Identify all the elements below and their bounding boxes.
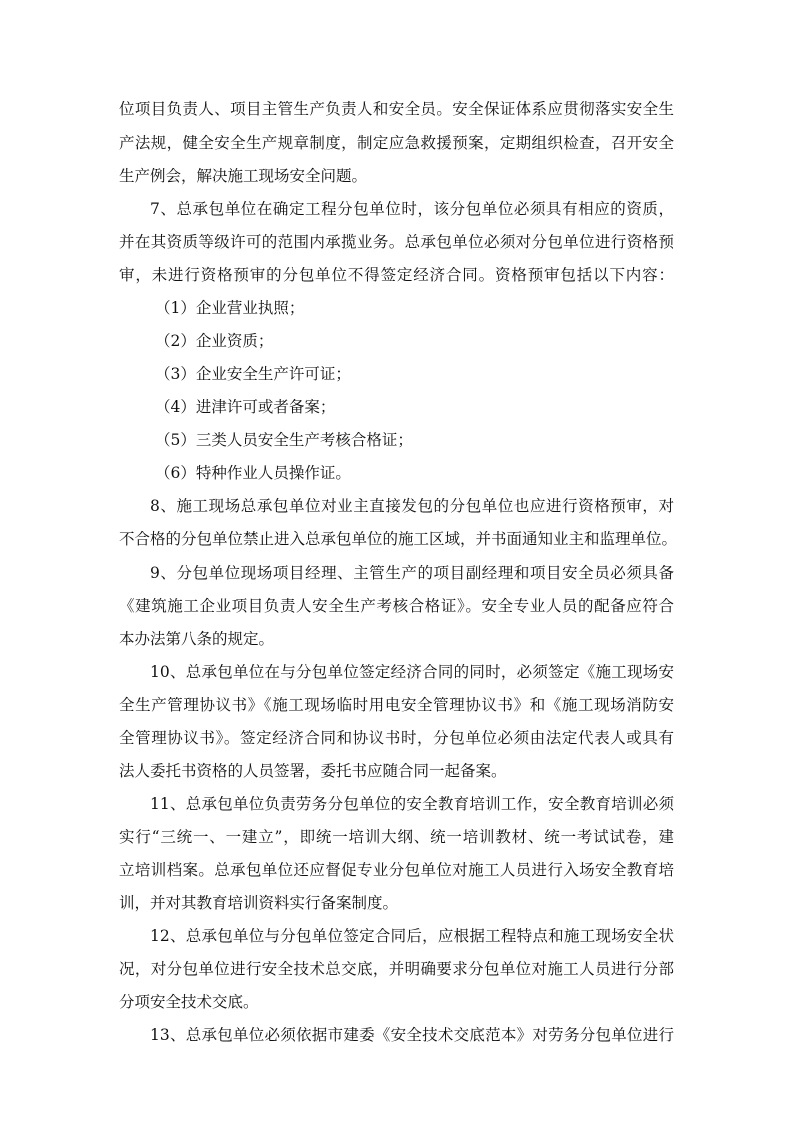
text-line-content: 全管理协议书》。签定经济合同和协议书时，分包单位必须由法定代表人或具有 [119, 729, 674, 747]
text-line [0, 858, 794, 882]
paragraph-first-line: 9、分包单位现场项目经理、主管生产的项目副经理和项目安全员必须具备 [150, 564, 674, 582]
text-line [0, 494, 794, 518]
paragraph-first-line: 7、总承包单位在确定工程分包单位时，该分包单位必须具有相应的资质， [150, 200, 674, 218]
list-item [0, 329, 794, 353]
text-line-content: 实行“三统一、一建立”，即统一培训大纲、统一培训教材、统一考试试卷，建 [119, 828, 674, 846]
text-line-content: 立培训档案。总承包单位还应督促专业分包单位对施工人员进行入场安全教育培 [119, 861, 674, 879]
text-line [0, 1023, 794, 1047]
text-line-content: 审，未进行资格预审的分包单位不得签定经济合同。资格预审包括以下内容： [119, 266, 674, 284]
text-line [0, 197, 794, 221]
list-item [0, 428, 794, 452]
text-line-content: 并在其资质等级许可的范围内承揽业务。总承包单位必须对分包单位进行资格预 [119, 233, 674, 251]
text-line-content: 训，并对其教育培训资料实行备案制度。 [119, 894, 399, 912]
list-item [0, 296, 794, 320]
text-line [0, 627, 794, 651]
paragraph-first-line: 11、总承包单位负责劳务分包单位的安全教育培训工作，安全教育培训必须 [150, 795, 674, 813]
text-line-content: 全生产管理协议书》《施工现场临时用电安全管理协议书》和《施工现场消防安 [119, 696, 674, 714]
text-line-content: 况，对分包单位进行安全技术总交底，并明确要求分包单位对施工人员进行分部 [119, 960, 674, 978]
text-line [0, 759, 794, 783]
paragraph-first-line: 12、总承包单位与分包单位签定合同后，应根据工程特点和施工现场安全状 [150, 927, 674, 945]
list-item-text: （3）企业安全生产许可证； [155, 365, 351, 383]
text-line [0, 263, 794, 287]
text-line [0, 924, 794, 948]
list-item [0, 461, 794, 485]
list-item [0, 362, 794, 386]
text-line [0, 97, 794, 121]
text-line [0, 594, 794, 618]
text-line-content: 产法规，健全安全生产规章制度，制定应急救援预案，定期组织检查，召开安全 [119, 134, 674, 152]
text-line [0, 230, 794, 254]
paragraph-first-line: 13、总承包单位必须依据市建委《安全技术交底范本》对劳务分包单位进行 [150, 1026, 674, 1044]
text-line [0, 131, 794, 155]
list-item-text: （2）企业资质； [155, 332, 274, 350]
text-line [0, 792, 794, 816]
text-line-content: 分项安全技术交底。 [119, 993, 259, 1011]
text-line-content: 法人委托书资格的人员签署，委托书应随合同一起备案。 [119, 762, 507, 780]
text-line [0, 660, 794, 684]
text-line [0, 957, 794, 981]
text-line [0, 825, 794, 849]
paragraph-first-line: 10、总承包单位在与分包单位签定经济合同的同时，必须签定《施工现场安 [150, 663, 674, 681]
text-line-content: 位项目负责人、项目主管生产负责人和安全员。安全保证体系应贯彻落实安全生 [119, 100, 674, 118]
paragraph-first-line: 8、施工现场总承包单位对业主直接发包的分包单位也应进行资格预审，对 [150, 497, 674, 515]
text-line [0, 990, 794, 1014]
text-line-content: 不合格的分包单位禁止进入总承包单位的施工区域，并书面通知业主和监理单位。 [119, 530, 678, 548]
text-line [0, 726, 794, 750]
list-item-text: （4）进津许可或者备案； [155, 398, 336, 416]
text-line-content: 《建筑施工企业项目负责人安全生产考核合格证》。安全专业人员的配备应符合 [119, 597, 674, 615]
text-line [0, 527, 794, 551]
text-line [0, 891, 794, 915]
list-item-text: （1）企业营业执照； [155, 299, 305, 317]
list-item-text: （6）特种作业人员操作证。 [155, 464, 351, 482]
text-line-content: 本办法第八条的规定。 [119, 630, 275, 648]
text-line [0, 561, 794, 585]
text-line-content: 生产例会，解决施工现场安全问题。 [119, 167, 368, 185]
list-item-text: （5）三类人员安全生产考核合格证； [155, 431, 413, 449]
text-line [0, 693, 794, 717]
text-line [0, 164, 794, 188]
list-item [0, 395, 794, 419]
